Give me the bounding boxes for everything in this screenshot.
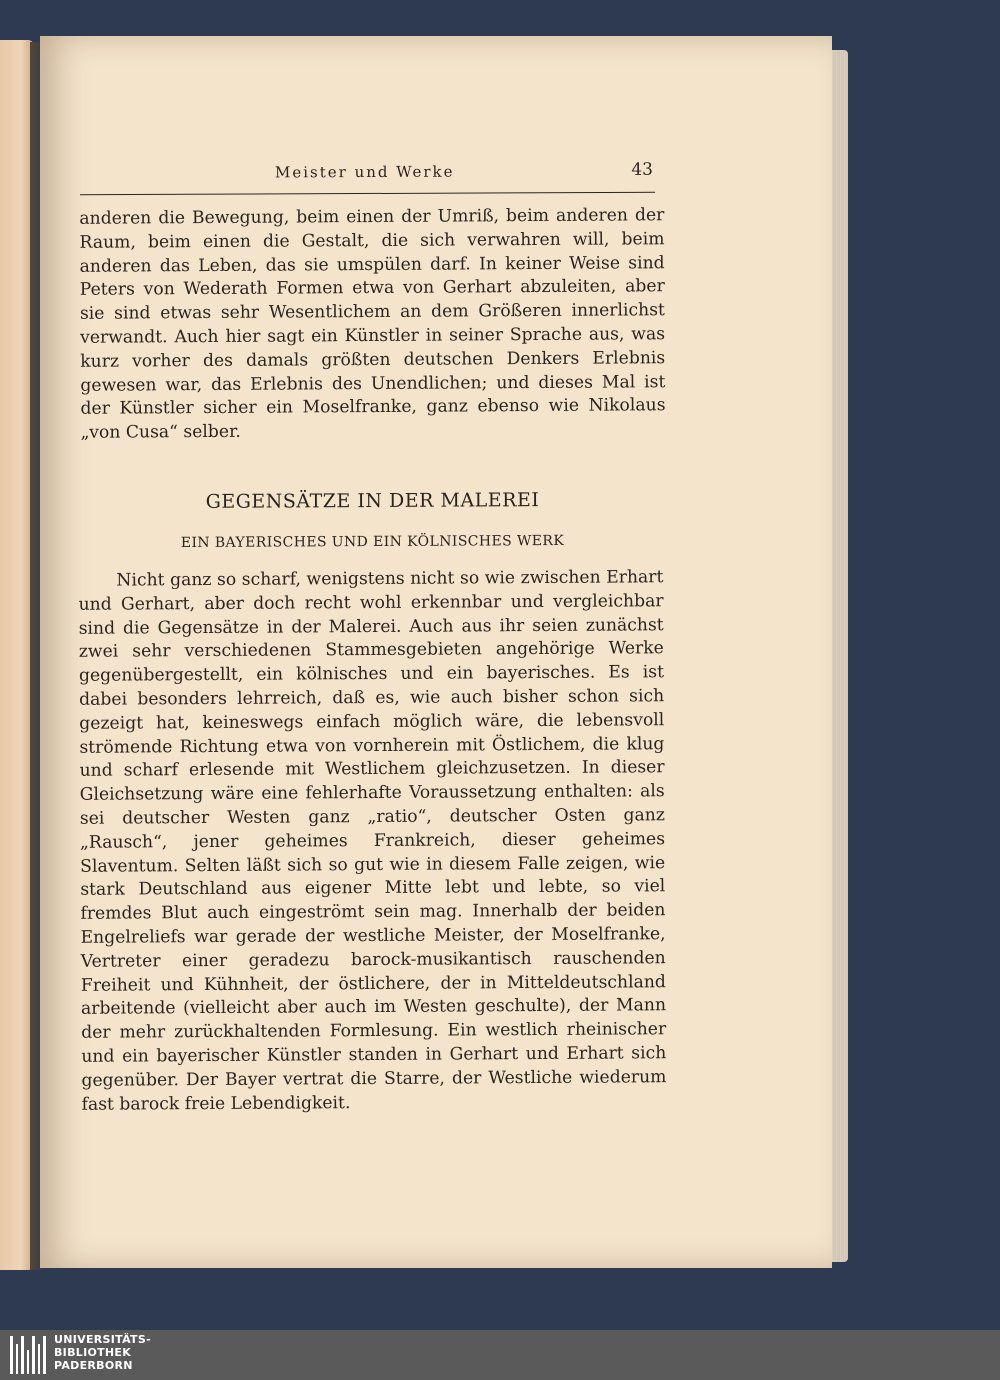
logo-line-1: UNIVERSITÄTS- (54, 1333, 151, 1346)
page-number: 43 (631, 159, 654, 180)
running-head (80, 159, 655, 196)
section-title: GEGENSÄTZE IN DER MALEREI (205, 489, 540, 513)
paragraph-2: Nicht ganz so scharf, wenigstens nicht so wie zwischen Erhart und Gerhart, aber doch recht wohl erkennbar und vergleichbar sind die Gegensätze in der Malerei. Auch aus ihr seien zunächst zwei sehr verschiedenen Stammesgebieten angehörige Werke gegenübergestellt, ein kölnisches und ein bayerisches. Es ist dabei besonders lehrreich, daß es, wie auch bisher schon sich gezeigt hat, keineswegs einfach möglich wäre, die lebensvoll strömende Richtung etwa von vornherein mit Östlichem, die klug und scharf erlesende mit Westlichem gleichzusetzen. In dieser Gleichsetzung wäre eine fehlerhafte Voraussetzung enthalten: als sei deutscher Westen ganz „ratio“, deutscher Osten ganz „Rausch“, jener geheimes Frankreich, dieser geheimes Slaventum. Selten läßt sich so gut wie in diesem Falle zeigen, wie stark Deutschland aus eigener Mitte lebt und lebte, so viel fremdes Blut auch eingeströmt sein mag. Innerhalb der beiden Engelreliefs war gerade der westliche Meister, der Moselfranke, Vertreter einer geradezu barock-musikantisch rauschenden Freiheit und Kühnheit, der östlichere, der in Mitteldeutschland arbeitende (vielleicht aber auch im Westen geschulte), der Mann der mehr zurückhaltenden Formlesung. Ein westlich rheinischer und ein bayerischer Künstler standen in Gerhart und Erhart sich gegenüber. Der Bayer vertrat die Starre, der Westliche wiederum fast barock freie Lebendigkeit. (78, 567, 667, 1115)
logo-line-3: PADERBORN (54, 1359, 133, 1372)
library-logo-text (54, 1333, 151, 1372)
logo-line-2: BIBLIOTHEK (54, 1346, 132, 1359)
running-title: Meister und Werke (274, 162, 455, 182)
section-subtitle: EIN BAYERISCHES UND EIN KÖLNISCHES WERK (180, 532, 565, 552)
paragraph-1: anderen die Bewegung, beim einen der Umriß, beim anderen der Raum, beim einen die Gestalt, die sich verwahren will, beim anderen das Leben, das sie umspülen darf. In keiner Weise sind Peters von Wederath Formen etwa von Gerhart abzuleiten, aber sie sind etwas sehr Wesentlichem an dem Größeren innerlichst verwandt. Auch hier sagt ein Künstler in seiner Sprache aus, was kurz vorher des damals größten deutschen Denkers Erlebnis gewesen war, das Erlebnis des Unendlichen; und dieses Mal ist der Künstler sicher ein Moselfranke, ganz ebenso wie Nikolaus „von Cusa“ selber. (79, 205, 666, 443)
library-footer (0, 1330, 1000, 1380)
left-page-edge (0, 40, 34, 1270)
library-logo-icon (10, 1336, 46, 1374)
